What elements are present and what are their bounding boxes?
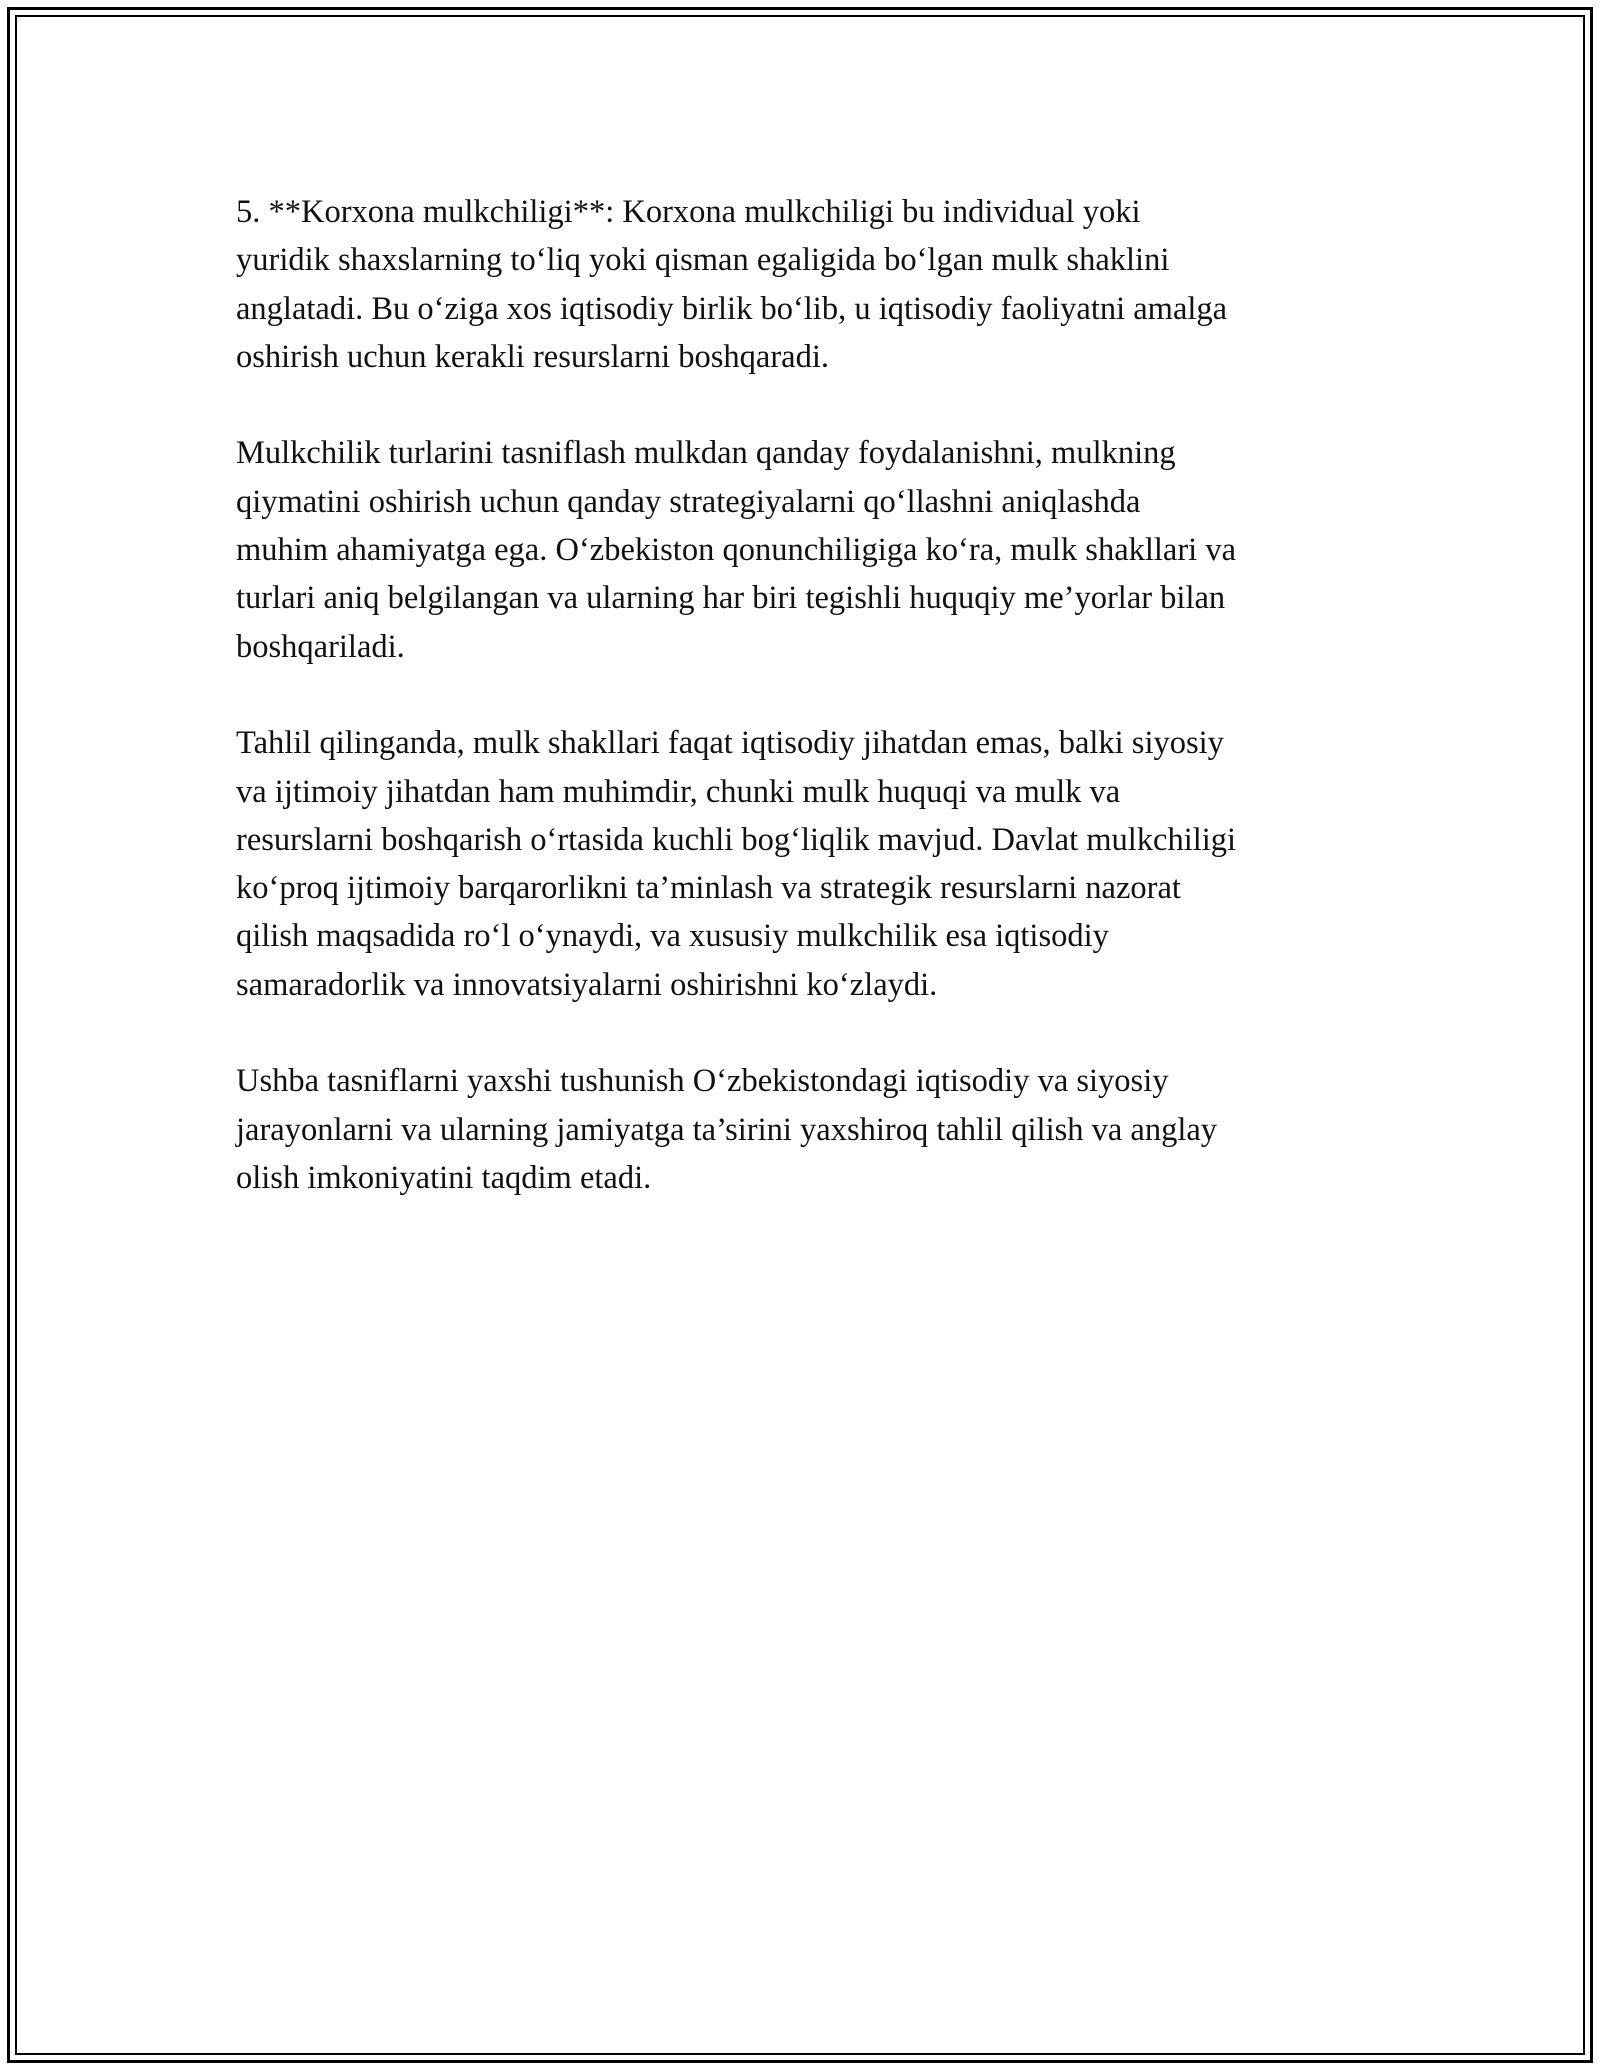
text-line: Ushba tasniflarni yaxshi tushunish O‘zbekistondagi iqtisodiy va siyosiy <box>236 1063 1169 1100</box>
text-line: muhim ahamiyatga ega. O‘zbekiston qonunchiligiga ko‘ra, mulk shakllari va <box>236 532 1237 569</box>
text-line: jarayonlarni va ularning jamiyatga ta’sirini yaxshiroq tahlil qilish va anglay <box>236 1111 1218 1148</box>
text-line: 5. **Korxona mulkchiligi**: Korxona mulkchiligi bu individual yoki <box>236 194 1141 230</box>
text-line: yuridik shaxslarning to‘liq yoki qisman egaligida bo‘lgan mulk shaklini <box>236 242 1170 279</box>
text-line: resurslarni boshqarish o‘rtasida kuchli bog‘liqlik mavjud. Davlat mulkchiligi <box>236 821 1237 858</box>
text-line: samaradorlik va innovatsiyalarni oshirishni ko‘zlaydi. <box>236 966 938 1003</box>
text-line: qiymatini oshirish uchun qanday strategiyalarni qo‘llashni aniqlashda <box>236 483 1141 520</box>
paragraph-analysis <box>236 719 1366 1009</box>
text-line: oshirish uchun kerakli resurslarni boshqaradi. <box>236 338 829 375</box>
paragraph-conclusion <box>236 1057 1366 1202</box>
text-line: boshqariladi. <box>236 628 405 665</box>
text-line: va ijtimoiy jihatdan ham muhimdir, chunki mulk huquqi va mulk va <box>236 773 1121 810</box>
paragraph-enterprise-ownership <box>236 188 1366 381</box>
text-line: turlari aniq belgilangan va ularning har biri tegishli huquqiy me’yorlar bilan <box>236 580 1226 617</box>
text-line: olish imkoniyatini taqdim etadi. <box>236 1159 652 1196</box>
text-line: Mulkchilik turlarini tasniflash mulkdan qanday foydalanishni, mulkning <box>236 435 1176 472</box>
document-body <box>236 188 1366 1251</box>
text-line: ko‘proq ijtimoiy barqarorlikni ta’minlash va strategik resurslarni nazorat <box>236 870 1181 907</box>
text-line: anglatadi. Bu o‘ziga xos iqtisodiy birlik bo‘lib, u iqtisodiy faoliyatni amalga <box>236 290 1228 327</box>
text-line: qilish maqsadida ro‘l o‘ynaydi, va xususiy mulkchilik esa iqtisodiy <box>236 918 1109 955</box>
text-line: Tahlil qilinganda, mulk shakllari faqat iqtisodiy jihatdan emas, balki siyosiy <box>236 725 1224 762</box>
paragraph-classification <box>236 429 1366 670</box>
